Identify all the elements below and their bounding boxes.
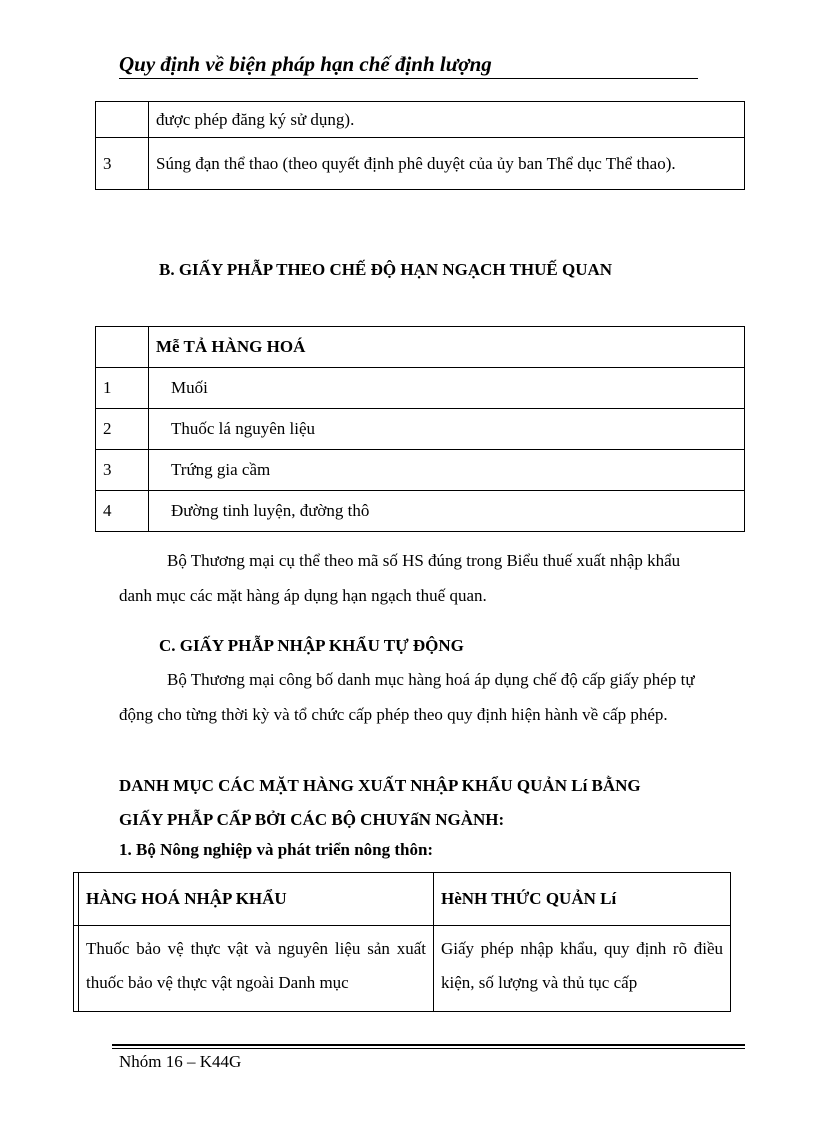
row-number: 3	[96, 138, 149, 190]
section-c-heading: C. GIẤY PHẪP NHẬP KHẨU TỰ ĐỘNG	[159, 636, 464, 655]
row-text: Thuốc lá nguyên liệu	[149, 409, 745, 450]
row-number: 1	[96, 368, 149, 409]
table-row	[96, 450, 745, 491]
row-text: được phép đăng ký sử dụng).	[149, 102, 745, 138]
page-footer: Nhóm 16 – K44G	[119, 1052, 242, 1071]
table-row	[74, 926, 731, 1012]
table-row	[96, 409, 745, 450]
row-text: Muối	[149, 368, 745, 409]
list-heading	[119, 769, 719, 837]
table-header-row	[96, 327, 745, 368]
page-header-title: Quy định về biện pháp hạn chế định lượng	[119, 52, 492, 76]
row-number: 4	[96, 491, 149, 532]
tariff-quota-table	[95, 326, 745, 532]
paragraph-auto-license: Bộ Thương mại công bố danh mục hàng hoá áp dụng chế độ cấp giấy phép tự động cho từng thời kỳ và tổ chức cấp phép theo quy định hiện hành về cấp phép.	[119, 670, 695, 724]
row-number	[96, 102, 149, 138]
list-heading-line-1: DANH MỤC CÁC MẶT HÀNG XUẤT NHẬP KHẨU QUẢN Lí BẰNG	[119, 776, 641, 795]
row-number: 3	[96, 450, 149, 491]
table-row	[96, 102, 745, 138]
column-header: Mễ TẢ HÀNG HOÁ	[149, 327, 745, 368]
weapons-table	[95, 101, 745, 190]
column-header-goods: HÀNG HOÁ NHẬP KHẨU	[79, 873, 434, 926]
footer-divider	[112, 1044, 745, 1046]
goods-cell	[79, 926, 434, 1012]
row-number: 2	[96, 409, 149, 450]
footer-divider-thin	[112, 1048, 745, 1049]
section-b-heading: B. GIẤY PHẪP THEO CHẾ ĐỘ HẠN NGẠCH THUẾ QUAN	[159, 260, 613, 279]
row-text: Trứng gia cầm	[149, 450, 745, 491]
paragraph-tariff-quota: Bộ Thương mại cụ thể theo mã số HS đúng trong Biểu thuế xuất nhập khẩu danh mục các mặt hàng áp dụng hạn ngạch thuế quan.	[119, 551, 681, 605]
table-header-row	[74, 873, 731, 926]
row-text: Súng đạn thể thao (theo quyết định phê duyệt của ủy ban Thể dục Thể thao).	[149, 138, 745, 190]
management-text: Giấy phép nhập khẩu, quy định rõ điều kiện, số lượng và thủ tục cấp	[441, 939, 723, 992]
table-row	[96, 491, 745, 532]
header-divider	[119, 78, 698, 79]
goods-text: Thuốc bảo vệ thực vật và nguyên liệu sản xuất thuốc bảo vệ thực vật ngoài Danh mục	[86, 939, 426, 992]
management-cell	[434, 926, 731, 1012]
ministry-heading: 1. Bộ Nông nghiệp và phát triển nông thôn:	[119, 840, 434, 859]
agriculture-import-table	[73, 872, 731, 1012]
table-row	[96, 368, 745, 409]
row-text: Đường tinh luyện, đường thô	[149, 491, 745, 532]
table-row	[96, 138, 745, 190]
column-header-management: HèNH THỨC QUẢN Lí	[434, 873, 731, 926]
header-number-cell	[96, 327, 149, 368]
list-heading-line-2: GIẤY PHẪP CẤP BỞI CÁC BỘ CHUYấN NGÀNH:	[119, 810, 505, 829]
